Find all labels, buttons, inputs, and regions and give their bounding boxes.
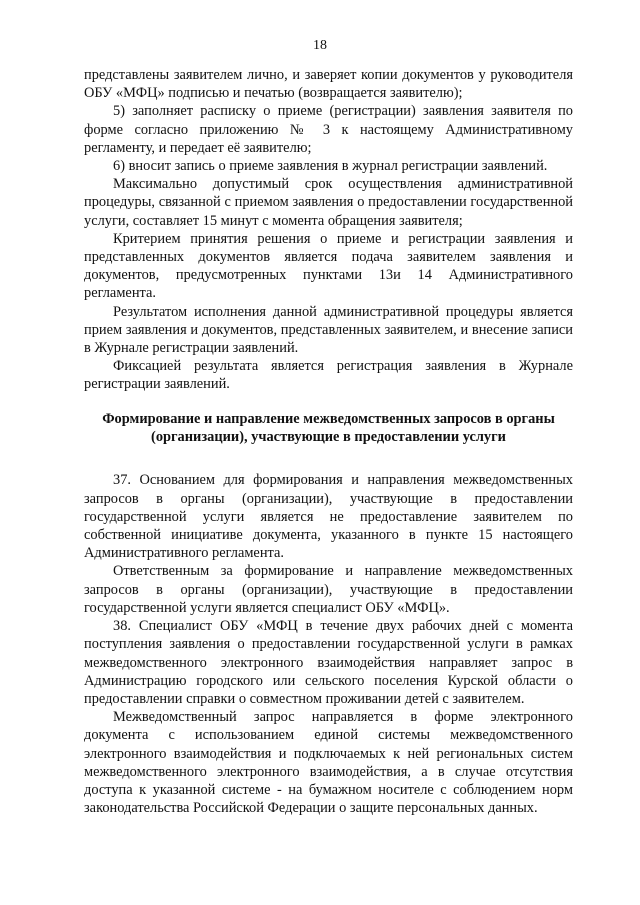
paragraph-interagency-request: Межведомственный запрос направляется в форме электронного документа с использованием единой системы межведомственного электронного взаимодействия и подключаемых к ней региональных систем межведомственного электронного взаимодействия, а в случае отсутствия доступа к указанной системе - на бумажном носителе с соблюдением норм законодательства Российской Федерации о защите персональных данных. xyxy=(84,709,573,817)
paragraph-criterion: Критерием принятия решения о приеме и регистрации заявления и представленных документов является подача заявителем заявления и документов, предусмотренных пунктами 13и 14 Административного регламента. xyxy=(84,230,573,302)
paragraph-result: Результатом исполнения данной административной процедуры является прием заявления и документов, представленных заявителем, и внесение записи в Журнале регистрации заявлений. xyxy=(84,303,573,357)
section-heading: Формирование и направление межведомственных запросов в органы (организации), участвующие в предоставлении услуги xyxy=(102,410,555,446)
paragraph-item-6: 6) вносит запись о приеме заявления в журнал регистрации заявлений. xyxy=(113,158,548,175)
document-body xyxy=(84,66,573,817)
paragraph-fixation: Фиксацией результата является регистрация заявления в Журнале регистрации заявлений. xyxy=(84,358,573,393)
paragraph-38: 38. Специалист ОБУ «МФЦ в течение двух рабочих дней с момента поступления заявления о предоставлении государственной услуги в рамках межведомственного электронного взаимодействия направляет запрос в Администрацию городского или сельского поселения Курской области о предоставлении справки о совместном проживании детей с заявителем. xyxy=(84,618,573,707)
paragraph-responsible: Ответственным за формирование и направление межведомственных запросов в органы (организации), участвующие в предоставлении государственной услуги является специалист ОБУ «МФЦ». xyxy=(84,563,573,616)
page-number: 18 xyxy=(313,38,327,53)
paragraph-continuation: представлены заявителем лично, и заверяет копии документов у руководителя ОБУ «МФЦ» подписью и печатью (возвращается заявителю); xyxy=(84,67,573,102)
paragraph-max-time: Максимально допустимый срок осуществления административной процедуры, связанной с приемом заявления о предоставлении государственной услуги, составляет 15 минут с момента обращения заявителя; xyxy=(84,176,573,229)
paragraph-item-5: 5) заполняет расписку о приеме (регистрации) заявления заявителя по форме согласно приложению № 3 к настоящему Административному регламенту, и передает её заявителю; xyxy=(84,103,573,156)
paragraph-37: 37. Основанием для формирования и направления межведомственных запросов в органы (организации), участвующие в предоставлении государственной услуги является не предоставление заявителем по собственной инициативе документа, указанного в пункте 15 настоящего Административного регламента. xyxy=(84,472,573,562)
